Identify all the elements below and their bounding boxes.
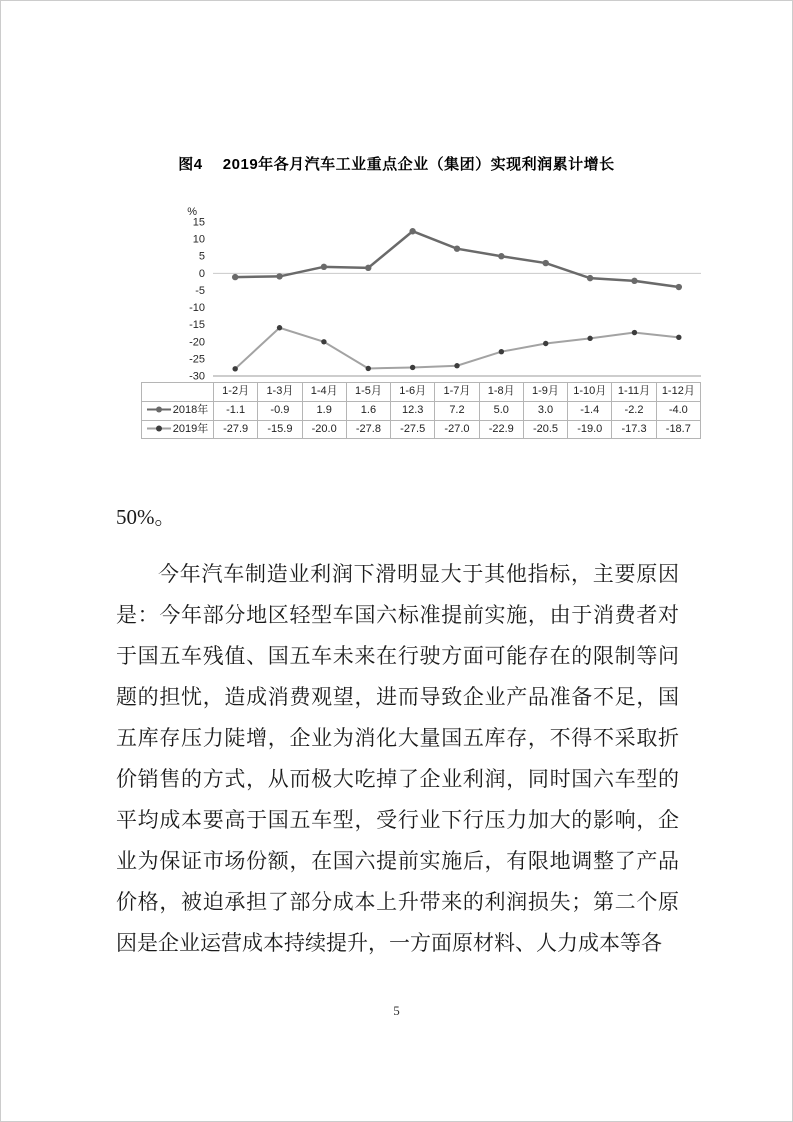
value-cell: -1.4 (568, 401, 612, 420)
body-text-block (116, 497, 679, 964)
profit-growth-chart (141, 206, 701, 382)
data-point-marker (676, 284, 682, 290)
month-header-cell: 1-9月 (523, 383, 567, 402)
data-point-marker (587, 275, 593, 281)
paragraph-main: 今年汽车制造业利润下滑明显大于其他指标，主要原因是：今年部分地区轻型车国六标准提前实施，由于消费者对于国五车残值、国五车未来在行驶方面可能存在的限制等问题的担忧，造成消费观望，进而导致企业产品准备不足，国五库存压力陡增，企业为消化大量国五库存，不得不采取折价销售的方式，从而极大吃掉了企业利润，同时国六车型的平均成本要高于国五车型，受行业下行压力加大的影响，企业为保证市场份额，在国六提前实施后，有限地调整了产品价格，被迫承担了部分成本上升带来的利润损失；第二个原因是企业运营成本持续提升，一方面原材料、人力成本等各 (116, 562, 679, 956)
month-header-cell: 1-5月 (346, 383, 390, 402)
value-cell: -22.9 (479, 420, 523, 439)
value-cell: -27.0 (435, 420, 479, 439)
y-axis-unit-label: % (187, 206, 197, 218)
y-tick-label: 0 (198, 267, 205, 280)
month-header-cell: 1-8月 (479, 383, 523, 402)
data-point-marker (543, 260, 549, 266)
month-header-cell: 1-7月 (435, 383, 479, 402)
legend-cell (142, 420, 214, 439)
y-tick-label: -15 (189, 319, 205, 332)
data-point-marker (454, 245, 460, 251)
series-line-2018年 (235, 231, 679, 287)
value-cell: 1.6 (346, 401, 390, 420)
data-point-marker (276, 273, 282, 279)
data-point-marker (543, 341, 548, 346)
figure-title: 图4 2019年各月汽车工业重点企业（集团）实现利润累计增长 (178, 156, 615, 173)
month-header-cell: 1-3月 (258, 383, 302, 402)
data-point-marker (587, 336, 592, 341)
table-header-row (142, 383, 701, 402)
data-point-marker (631, 278, 637, 284)
chart-data-table-body (142, 383, 701, 439)
data-point-marker (232, 274, 238, 280)
value-cell: 7.2 (435, 401, 479, 420)
y-tick-label: -20 (189, 336, 205, 349)
data-point-marker (499, 349, 504, 354)
data-point-marker (277, 325, 282, 330)
data-point-marker (454, 363, 459, 368)
table-row (142, 401, 701, 420)
value-cell: -15.9 (258, 420, 302, 439)
value-cell: -4.0 (656, 401, 700, 420)
figure-chart-block (141, 206, 701, 439)
data-point-marker (410, 365, 415, 370)
month-header-cell: 1-4月 (302, 383, 346, 402)
value-cell: -20.5 (523, 420, 567, 439)
value-cell: -17.3 (612, 420, 656, 439)
y-tick-label: -5 (195, 284, 205, 297)
month-header-cell: 1-11月 (612, 383, 656, 402)
value-cell: -27.5 (391, 420, 435, 439)
value-cell: 12.3 (391, 401, 435, 420)
page-number: 5 (393, 1003, 400, 1018)
value-cell: 1.9 (302, 401, 346, 420)
y-tick-label: 15 (192, 216, 205, 229)
legend-header-cell (142, 383, 214, 402)
data-point-marker (321, 339, 326, 344)
chart-data-table (141, 382, 701, 439)
legend-cell (142, 401, 214, 420)
y-tick-label: -10 (189, 302, 205, 315)
y-tick-label: -30 (189, 370, 205, 382)
y-tick-label: -25 (189, 353, 205, 366)
value-cell: -18.7 (656, 420, 700, 439)
y-tick-label: 10 (192, 233, 205, 246)
series-line-2019年 (235, 328, 679, 369)
month-header-cell: 1-6月 (391, 383, 435, 402)
y-tick-label: 5 (198, 250, 205, 263)
value-cell: -0.9 (258, 401, 302, 420)
value-cell: -27.9 (214, 420, 258, 439)
value-cell: -27.8 (346, 420, 390, 439)
value-cell: 5.0 (479, 401, 523, 420)
value-cell: -20.0 (302, 420, 346, 439)
data-point-marker (365, 265, 371, 271)
legend-marker-icon (147, 405, 171, 414)
data-point-marker (409, 228, 415, 234)
data-point-marker (498, 253, 504, 259)
data-point-marker (321, 264, 327, 270)
data-point-marker (366, 366, 371, 371)
legend-marker-icon (147, 424, 171, 433)
series-name: 2019年 (172, 422, 209, 435)
data-point-marker (232, 366, 237, 371)
value-cell: 3.0 (523, 401, 567, 420)
paragraph-continued: 50%。 (116, 505, 176, 530)
month-header-cell: 1-12月 (656, 383, 700, 402)
month-header-cell: 1-2月 (214, 383, 258, 402)
table-row (142, 420, 701, 439)
series-name: 2018年 (172, 403, 209, 416)
value-cell: -2.2 (612, 401, 656, 420)
month-header-cell: 1-10月 (568, 383, 612, 402)
value-cell: -19.0 (568, 420, 612, 439)
value-cell: -1.1 (214, 401, 258, 420)
data-point-marker (676, 335, 681, 340)
data-point-marker (632, 330, 637, 335)
